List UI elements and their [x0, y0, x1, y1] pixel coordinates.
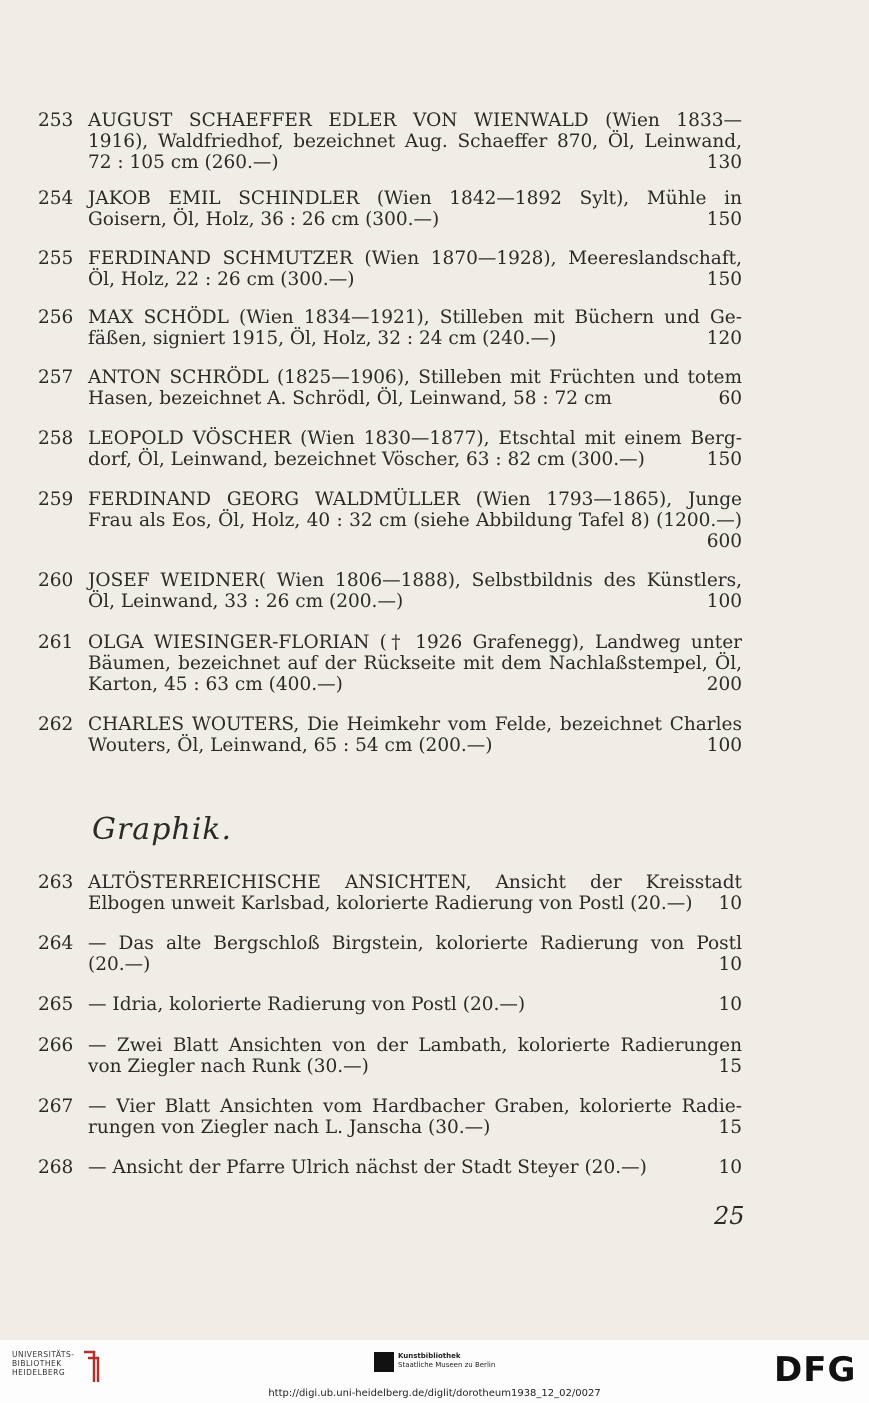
dfg-logo: DFG: [774, 1350, 857, 1390]
library-line: BIBLIOTHEK: [12, 1359, 62, 1368]
estimate-price: 200: [706, 674, 742, 695]
entry-line: [88, 188, 742, 209]
entry-text: [88, 933, 742, 975]
entry-line: [88, 1035, 742, 1056]
lot-number: 265: [38, 994, 74, 1015]
library-line: UNIVERSITÄTS-: [12, 1350, 75, 1359]
estimate-price: 10: [718, 954, 742, 975]
catalog-entry: [38, 632, 742, 695]
entry-line-text: Goisern, Öl, Holz, 36 : 26 cm (300.—): [88, 209, 440, 230]
lot-number: 267: [38, 1096, 74, 1117]
entry-line-text: 72 : 105 cm (260.—): [88, 152, 279, 173]
entry-text: [88, 489, 742, 552]
catalog-entry: [38, 994, 742, 1015]
lot-number: 259: [38, 489, 74, 510]
entry-line-text: Hasen, bezeichnet A. Schrödl, Öl, Leinwand, 58 : 72 cm: [88, 388, 612, 409]
estimate-price: 130: [706, 152, 742, 173]
catalog-entry: [38, 872, 742, 914]
estimate-price: 10: [718, 1157, 742, 1178]
entry-line-text: CHARLES WOUTERS, Die Heimkehr vom Felde, bezeichnet Charles: [88, 714, 742, 735]
lot-number: 262: [38, 714, 74, 735]
entry-line-text: ANTON SCHRÖDL (1825—1906), Stilleben mit Früchten und totem: [88, 367, 742, 388]
library-line: HEIDELBERG: [12, 1368, 66, 1377]
entry-line: [88, 933, 742, 954]
entry-line: [88, 653, 742, 674]
catalog-entry: [38, 570, 742, 612]
estimate-price: 15: [718, 1117, 742, 1138]
estimate-price: 120: [706, 328, 742, 349]
entry-line-text: Frau als Eos, Öl, Holz, 40 : 32 cm (siehe Abbildung Tafel 8) (1200.—): [88, 510, 742, 531]
catalog-entry: [38, 110, 742, 173]
entry-text: [88, 367, 742, 409]
entry-line-text: Öl, Leinwand, 33 : 26 cm (200.—): [88, 591, 404, 612]
catalog-entry: [38, 1157, 742, 1178]
entry-text: [88, 1035, 742, 1077]
source-url[interactable]: http://digi.ub.uni-heidelberg.de/diglit/dorotheum1938_12_02/0027: [268, 1388, 601, 1399]
catalog-entry: [38, 714, 742, 756]
kunstbibliothek-label: [398, 1352, 495, 1370]
section-title: Graphik.: [92, 812, 233, 847]
entry-line-text: — Zwei Blatt Ansichten von der Lambath, kolorierte Radierungen: [88, 1035, 742, 1056]
entry-text: [88, 570, 742, 612]
entry-line-text: FERDINAND SCHMUTZER (Wien 1870—1928), Meereslandschaft,: [88, 248, 742, 269]
lot-number: 263: [38, 872, 74, 893]
entry-line-text: — Das alte Bergschloß Birgstein, kolorierte Radierung von Postl: [88, 933, 742, 954]
entry-line-text: AUGUST SCHAEFFER EDLER VON WIENWALD (Wien 1833—: [88, 110, 742, 131]
entry-line-text: rungen von Ziegler nach L. Janscha (30.—): [88, 1117, 491, 1138]
university-logo-icon: [80, 1348, 102, 1386]
entry-line-text: — Vier Blatt Ansichten vom Hardbacher Graben, kolorierte Radie-: [88, 1096, 742, 1117]
entry-line: [88, 1117, 742, 1138]
estimate-price: 100: [706, 591, 742, 612]
entry-text: [88, 994, 742, 1015]
entry-line-text: ALTÖSTERREICHISCHE ANSICHTEN, Ansicht der Kreisstadt: [88, 872, 742, 893]
lot-number: 268: [38, 1157, 74, 1178]
lot-number: 264: [38, 933, 74, 954]
catalog-entry: [38, 248, 742, 290]
entry-line-text: fäßen, signiert 1915, Öl, Holz, 32 : 24 cm (240.—): [88, 328, 557, 349]
lot-number: 256: [38, 307, 74, 328]
entry-line: [88, 570, 742, 591]
catalog-entry: [38, 489, 742, 552]
entry-line-text: LEOPOLD VÖSCHER (Wien 1830—1877), Etschtal mit einem Berg-: [88, 428, 742, 449]
entry-line-text: (20.—): [88, 954, 151, 975]
estimate-price: 100: [706, 735, 742, 756]
entry-line-text: dorf, Öl, Leinwand, bezeichnet Vöscher, 63 : 82 cm (300.—): [88, 449, 645, 470]
lot-number: 266: [38, 1035, 74, 1056]
entry-line-text: Bäumen, bezeichnet auf der Rückseite mit dem Nachlaßstempel, Öl,: [88, 653, 742, 674]
entry-line: [88, 449, 742, 470]
entry-line: [88, 131, 742, 152]
entry-line-text: — Idria, kolorierte Radierung von Postl (20.—): [88, 994, 526, 1015]
entry-line-text: Öl, Holz, 22 : 26 cm (300.—): [88, 269, 355, 290]
entry-text: [88, 632, 742, 695]
entry-line-text: Elbogen unweit Karlsbad, kolorierte Radierung von Postl (20.—): [88, 893, 693, 914]
estimate-price: 150: [706, 449, 742, 470]
entry-line-text: OLGA WIESINGER-FLORIAN († 1926 Grafenegg), Landweg unter: [88, 632, 742, 653]
catalog-entry: [38, 933, 742, 975]
entry-line: [88, 388, 742, 409]
entry-line: [88, 489, 742, 510]
lot-number: 254: [38, 188, 74, 209]
entry-line-text: FERDINAND GEORG WALDMÜLLER (Wien 1793—1865), Junge: [88, 489, 742, 510]
entry-text: [88, 428, 742, 470]
entry-line: [88, 209, 742, 230]
kunstbibliothek-logo-icon: [374, 1352, 394, 1372]
entry-text: [88, 307, 742, 349]
entry-line-text: JOSEF WEIDNER( Wien 1806—1888), Selbstbildnis des Künstlers,: [88, 570, 742, 591]
entry-line: [88, 893, 742, 914]
entry-line-text: Karton, 45 : 63 cm (400.—): [88, 674, 343, 695]
estimate-price: 60: [718, 388, 742, 409]
kb-name: Kunstbibliothek: [398, 1352, 461, 1360]
estimate-price: 10: [718, 893, 742, 914]
catalog-entry: [38, 428, 742, 470]
entry-line: [88, 872, 742, 893]
entry-line: [88, 714, 742, 735]
entry-line: [88, 328, 742, 349]
entry-line: [88, 428, 742, 449]
estimate-price: 150: [706, 209, 742, 230]
entry-line: [88, 307, 742, 328]
entry-line-text: JAKOB EMIL SCHINDLER (Wien 1842—1892 Sylt), Mühle in: [88, 188, 742, 209]
university-library-label: [12, 1350, 74, 1377]
entry-line: [88, 1056, 742, 1077]
entry-line: [88, 1096, 742, 1117]
entry-line: [88, 954, 742, 975]
kb-subtitle: Staatliche Museen zu Berlin: [398, 1361, 496, 1369]
entry-line: [88, 269, 742, 290]
estimate-price: 15: [718, 1056, 742, 1077]
entry-text: [88, 248, 742, 290]
entry-line: [88, 110, 742, 131]
catalog-entry: [38, 1096, 742, 1138]
estimate-price: 150: [706, 269, 742, 290]
catalog-entry: [38, 1035, 742, 1077]
entry-line: [88, 510, 742, 531]
entry-text: [88, 110, 742, 173]
lot-number: 260: [38, 570, 74, 591]
entry-line: [88, 591, 742, 612]
lot-number: 258: [38, 428, 74, 449]
entry-line: [88, 632, 742, 653]
catalog-entry: [38, 188, 742, 230]
entry-text: [88, 872, 742, 914]
estimate-price: 10: [718, 994, 742, 1015]
entry-text: [88, 188, 742, 230]
entry-text: [88, 714, 742, 756]
entry-line-text: von Ziegler nach Runk (30.—): [88, 1056, 369, 1077]
estimate-price: 600: [706, 531, 742, 552]
lot-number: 253: [38, 110, 74, 131]
entry-line-text: MAX SCHÖDL (Wien 1834—1921), Stilleben mit Büchern und Ge-: [88, 307, 742, 328]
lot-number: 257: [38, 367, 74, 388]
entry-line-text: 1916), Waldfriedhof, bezeichnet Aug. Schaeffer 870, Öl, Leinwand,: [88, 131, 742, 152]
page-number: 25: [714, 1202, 745, 1230]
entry-line: [88, 1157, 742, 1178]
entry-text: [88, 1157, 742, 1178]
entry-line-text: Wouters, Öl, Leinwand, 65 : 54 cm (200.—): [88, 735, 493, 756]
entry-line-text: — Ansicht der Pfarre Ulrich nächst der Stadt Steyer (20.—): [88, 1157, 647, 1178]
entry-line: [88, 674, 742, 695]
entry-line: [88, 152, 742, 173]
entry-line: [88, 367, 742, 388]
entry-line: [88, 994, 742, 1015]
catalog-entry: [38, 367, 742, 409]
catalog-entry: [38, 307, 742, 349]
lot-number: 255: [38, 248, 74, 269]
lot-number: 261: [38, 632, 74, 653]
entry-text: [88, 1096, 742, 1138]
entry-line: [88, 248, 742, 269]
entry-line: [88, 735, 742, 756]
